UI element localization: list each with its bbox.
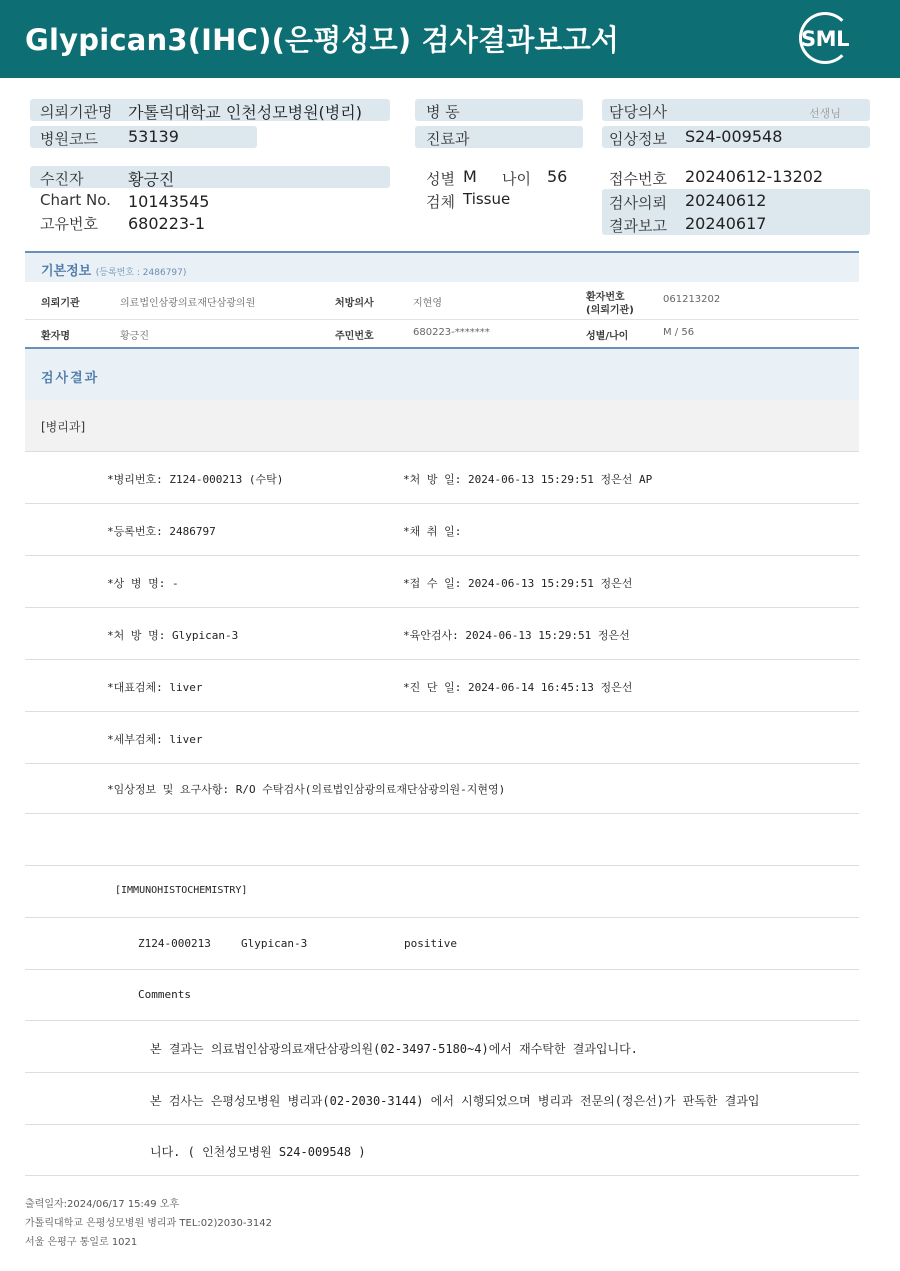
report-title: Glypican3(IHC)(은평성모) 검사결과보고서 [25,23,620,57]
result-row [25,1073,859,1125]
sex-label: 성별 [426,170,455,188]
result-row [25,1124,859,1176]
result-header [25,347,859,400]
chart-label: Chart No. [40,191,111,209]
hospital-code-value: 53139 [128,127,179,146]
specimen-value: Tissue [463,190,511,208]
result-row [25,762,859,814]
age-label: 나이 [502,170,531,188]
referring-org-label: 의뢰기관명 [40,103,113,121]
report-header [0,0,900,78]
basic-info-header [25,251,859,282]
age-value: 56 [547,167,568,186]
result-row-empty [25,814,859,866]
patient-value: 황긍진 [128,170,175,189]
report-label: 결과보고 [609,217,667,235]
patient-name-label: 환자명 [41,331,70,342]
result-row [25,918,859,970]
resident-no-label: 주민번호 [335,331,374,342]
ihc-marker: Glypican-3 [241,937,308,950]
doctor-label: 담당의사 [609,103,667,121]
prescriber-label: 처방의사 [335,298,374,309]
request-label: 검사의뢰 [609,194,667,212]
patient-label: 수진자 [40,170,84,188]
result-row [25,712,859,764]
basic-info-reg-note: (등록번호 : 2486797) [95,268,187,278]
ihc-id: Z124-000213 [138,937,211,950]
reg-no-line: *등록번호: 2486797 [107,525,216,538]
result-row [25,504,859,556]
sex-age-value: M / 56 [663,327,695,338]
patient-no-label-1: 환자번호 [586,292,625,303]
disease-line: *상 병 명: - [107,577,179,590]
patient-name-value: 황긍진 [120,331,149,342]
result-row [25,969,859,1021]
rep-specimen-line: *대표검체: liver [107,681,203,694]
footer-address: 서울 은평구 통일로 1021 [25,1237,138,1248]
patient-pill [30,166,390,188]
logo-text: SML [801,27,849,51]
sex-age-label: 성별/나이 [586,331,629,342]
result-row [25,660,859,712]
sml-logo [795,12,855,66]
specimen-label: 검체 [426,193,455,211]
comment-line-3: 니다. ( 인천성모병원 S24-009548 ) [150,1145,366,1159]
footer-printed: 출력일자:2024/06/17 15:49 오후 [25,1199,180,1210]
unique-label: 고유번호 [40,215,98,233]
rx-name-line: *처 방 명: Glypican-3 [107,629,239,642]
diag-date-line: *진 단 일: 2024-06-14 16:45:13 정은선 [403,681,633,694]
result-row [25,866,859,918]
basic-info-title-text: 기본정보 [41,264,92,279]
comment-line-1: 본 결과는 의료법인삼광의료재단삼광의원(02-3497-5180~4)에서 재수탁한 결과입니다. [150,1042,638,1056]
rx-date-line: *처 방 일: 2024-06-13 15:29:51 정은선 AP [403,473,653,486]
clinical-req-line: *임상정보 및 요구사항: R/O 수탁검사(의료법인삼광의료재단삼광의원-지현영) [107,783,506,796]
receipt-label: 접수번호 [609,170,667,188]
resident-no-value: 680223-******* [413,327,490,338]
comment-line-2: 본 검사는 은평성모병원 병리과(02-2030-3144) 에서 시행되었으며 병리과 전문의(정은선)가 판독한 결과입 [150,1094,760,1108]
req-org-value: 의료법인삼광의료재단삼광의원 [120,298,256,309]
ihc-heading: [IMMUNOHISTOCHEMISTRY] [115,885,248,896]
prescriber-value: 지현영 [413,298,442,309]
basic-info-row-2 [25,320,859,347]
collect-date-line: *채 취 일: [403,525,462,538]
basic-info-row-1 [25,282,859,320]
patient-no-label-2: (의뢰기관) [586,305,634,316]
dept-row [25,400,859,452]
result-row [25,452,859,504]
receive-date-line: *접 수 일: 2024-06-13 15:29:51 정은선 [403,577,633,590]
comments-heading: Comments [138,988,191,1001]
footer-org: 가톨릭대학교 은평성모병원 병리과 TEL:02)2030-3142 [25,1218,272,1229]
path-no-line: *병리번호: Z124-000213 (수탁) [107,473,284,486]
basic-info-title [41,260,186,279]
sub-specimen-line: *세부검체: liver [107,733,203,746]
sex-value: M [463,167,477,186]
hospital-code-label: 병원코드 [40,130,98,148]
result-title: 검사결과 [41,371,100,386]
gross-exam-line: *육안검사: 2024-06-13 15:29:51 정은선 [403,629,630,642]
referring-org-value: 가톨릭대학교 인천성모병원(병리) [128,103,362,122]
patient-no-value: 061213202 [663,294,721,305]
unique-value: 680223-1 [128,214,206,233]
clinical-info-value: S24-009548 [685,127,783,146]
receipt-value: 20240612-13202 [685,167,824,186]
result-row [25,1021,859,1073]
dept-name: [병리과] [41,420,86,434]
dept-label: 진료과 [426,130,470,148]
ihc-result: positive [404,937,457,950]
result-row [25,608,859,660]
result-row [25,556,859,608]
req-org-label: 의뢰기관 [41,298,80,309]
doctor-suffix: 선생님 [809,107,841,120]
clinical-info-label: 임상정보 [609,130,667,148]
request-value: 20240612 [685,191,767,210]
report-value: 20240617 [685,214,767,233]
ward-label: 병 동 [426,103,460,121]
chart-value: 10143545 [128,192,210,211]
